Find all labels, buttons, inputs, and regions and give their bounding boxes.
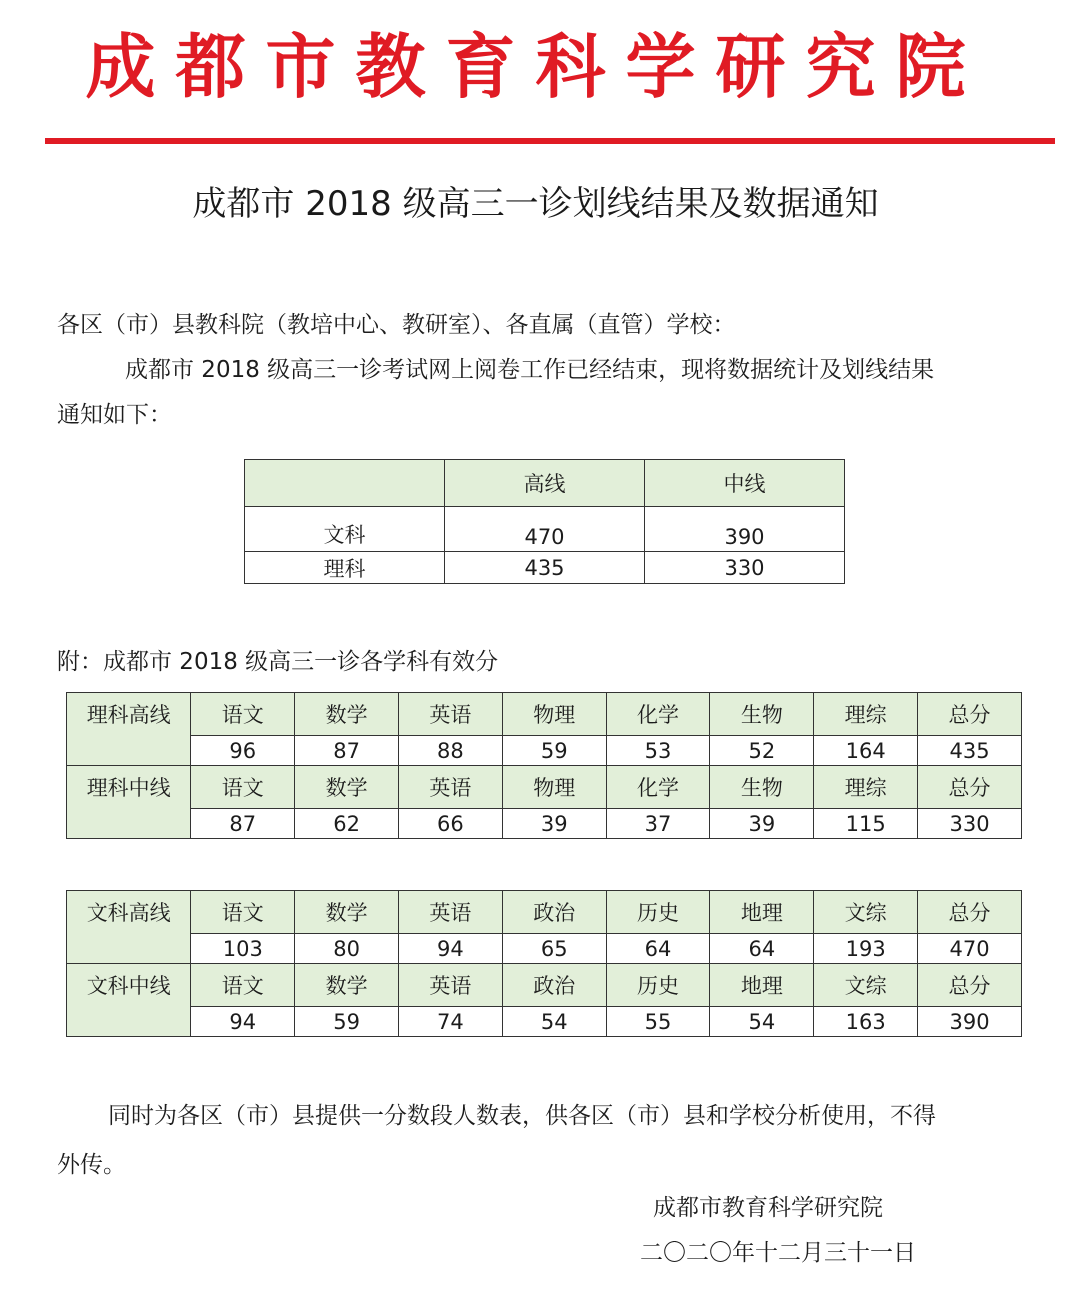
subject-header-cell: 数学 bbox=[295, 891, 399, 934]
score-cell: 65 bbox=[502, 934, 606, 964]
score-cell: 39 bbox=[710, 809, 814, 839]
letterhead-rule bbox=[45, 138, 1055, 144]
subject-header-cell: 文综 bbox=[814, 964, 918, 1007]
score-row bbox=[67, 934, 1022, 964]
score-cell: 37 bbox=[606, 809, 710, 839]
score-cell: 88 bbox=[399, 736, 503, 766]
subject-header-cell: 语文 bbox=[191, 964, 295, 1007]
subject-header-cell: 英语 bbox=[399, 766, 503, 809]
score-cell: 74 bbox=[399, 1007, 503, 1037]
score-cell: 193 bbox=[814, 934, 918, 964]
subject-header-cell: 物理 bbox=[502, 766, 606, 809]
subject-header-cell: 语文 bbox=[191, 693, 295, 736]
subject-header-cell: 化学 bbox=[606, 766, 710, 809]
cutoff-header-empty bbox=[245, 460, 445, 507]
subject-header-cell: 生物 bbox=[710, 693, 814, 736]
score-cell: 62 bbox=[295, 809, 399, 839]
score-cell: 164 bbox=[814, 736, 918, 766]
subject-header-cell: 政治 bbox=[502, 891, 606, 934]
cutoff-high-value: 470 bbox=[445, 507, 645, 552]
score-cell: 55 bbox=[606, 1007, 710, 1037]
subject-header-cell: 理综 bbox=[814, 766, 918, 809]
subject-header-cell: 语文 bbox=[191, 891, 295, 934]
subject-header-cell: 生物 bbox=[710, 766, 814, 809]
cutoff-header-high: 高线 bbox=[445, 460, 645, 507]
salutation: 各区（市）县教科院（教培中心、教研室）、各直属（直管）学校： bbox=[57, 312, 736, 338]
date: 二〇二〇年十二月三十一日 bbox=[640, 1240, 916, 1266]
score-cell: 87 bbox=[295, 736, 399, 766]
subject-row bbox=[67, 891, 1022, 934]
score-cell: 96 bbox=[191, 736, 295, 766]
subject-header-cell: 理综 bbox=[814, 693, 918, 736]
subject-header-cell: 英语 bbox=[399, 964, 503, 1007]
score-cell: 54 bbox=[710, 1007, 814, 1037]
subject-header-cell: 语文 bbox=[191, 766, 295, 809]
table-row bbox=[245, 552, 845, 584]
score-cell: 59 bbox=[502, 736, 606, 766]
table-row bbox=[245, 507, 845, 552]
score-row bbox=[67, 809, 1022, 839]
intro-line-1: 成都市 2018 级高三一诊考试网上阅卷工作已经结束，现将数据统计及划线结果 bbox=[125, 357, 935, 383]
closing-line-1: 同时为各区（市）县提供一分数段人数表，供各区（市）县和学校分析使用，不得 bbox=[108, 1103, 936, 1129]
document-title: 成都市 2018 级高三一诊划线结果及数据通知 bbox=[192, 184, 879, 224]
subject-header-cell: 英语 bbox=[399, 693, 503, 736]
closing-line-2: 外传。 bbox=[57, 1152, 126, 1178]
row-group-label: 文科中线 bbox=[67, 964, 191, 1037]
intro-line-2: 通知如下： bbox=[57, 402, 172, 428]
subject-header-cell: 数学 bbox=[295, 766, 399, 809]
score-cell: 390 bbox=[918, 1007, 1022, 1037]
cutoff-row-label: 文科 bbox=[245, 507, 445, 552]
subject-header-cell: 总分 bbox=[918, 891, 1022, 934]
cutoff-header-row bbox=[245, 460, 845, 507]
score-row bbox=[67, 736, 1022, 766]
subject-header-cell: 数学 bbox=[295, 693, 399, 736]
subject-header-cell: 文综 bbox=[814, 891, 918, 934]
subject-header-cell: 总分 bbox=[918, 766, 1022, 809]
subject-header-cell: 地理 bbox=[710, 964, 814, 1007]
subject-header-cell: 总分 bbox=[918, 964, 1022, 1007]
cutoff-table bbox=[244, 459, 845, 584]
cutoff-mid-value: 390 bbox=[645, 507, 845, 552]
score-cell: 39 bbox=[502, 809, 606, 839]
score-cell: 330 bbox=[918, 809, 1022, 839]
score-cell: 163 bbox=[814, 1007, 918, 1037]
signature: 成都市教育科学研究院 bbox=[653, 1195, 883, 1221]
subject-row bbox=[67, 964, 1022, 1007]
score-cell: 59 bbox=[295, 1007, 399, 1037]
cutoff-header-mid: 中线 bbox=[645, 460, 845, 507]
score-cell: 80 bbox=[295, 934, 399, 964]
score-cell: 54 bbox=[502, 1007, 606, 1037]
score-cell: 115 bbox=[814, 809, 918, 839]
score-cell: 470 bbox=[918, 934, 1022, 964]
score-cell: 94 bbox=[399, 934, 503, 964]
subject-header-cell: 总分 bbox=[918, 693, 1022, 736]
subject-row bbox=[67, 766, 1022, 809]
score-row bbox=[67, 1007, 1022, 1037]
cutoff-mid-value: 330 bbox=[645, 552, 845, 584]
cutoff-high-value: 435 bbox=[445, 552, 645, 584]
subject-header-cell: 政治 bbox=[502, 964, 606, 1007]
cutoff-row-label: 理科 bbox=[245, 552, 445, 584]
appendix-label: 附：成都市 2018 级高三一诊各学科有效分 bbox=[57, 649, 499, 675]
arts-score-table bbox=[66, 890, 1022, 1037]
subject-header-cell: 物理 bbox=[502, 693, 606, 736]
subject-header-cell: 地理 bbox=[710, 891, 814, 934]
subject-header-cell: 历史 bbox=[606, 964, 710, 1007]
row-group-label: 理科高线 bbox=[67, 693, 191, 766]
subject-row bbox=[67, 693, 1022, 736]
score-cell: 87 bbox=[191, 809, 295, 839]
score-cell: 103 bbox=[191, 934, 295, 964]
row-group-label: 理科中线 bbox=[67, 766, 191, 839]
row-group-label: 文科高线 bbox=[67, 891, 191, 964]
score-cell: 53 bbox=[606, 736, 710, 766]
subject-header-cell: 化学 bbox=[606, 693, 710, 736]
score-cell: 64 bbox=[710, 934, 814, 964]
science-score-table bbox=[66, 692, 1022, 839]
subject-header-cell: 英语 bbox=[399, 891, 503, 934]
score-cell: 66 bbox=[399, 809, 503, 839]
score-cell: 52 bbox=[710, 736, 814, 766]
score-cell: 94 bbox=[191, 1007, 295, 1037]
subject-header-cell: 历史 bbox=[606, 891, 710, 934]
letterhead-title: 成都市教育科学研究院 bbox=[85, 26, 986, 108]
subject-header-cell: 数学 bbox=[295, 964, 399, 1007]
score-cell: 435 bbox=[918, 736, 1022, 766]
score-cell: 64 bbox=[606, 934, 710, 964]
